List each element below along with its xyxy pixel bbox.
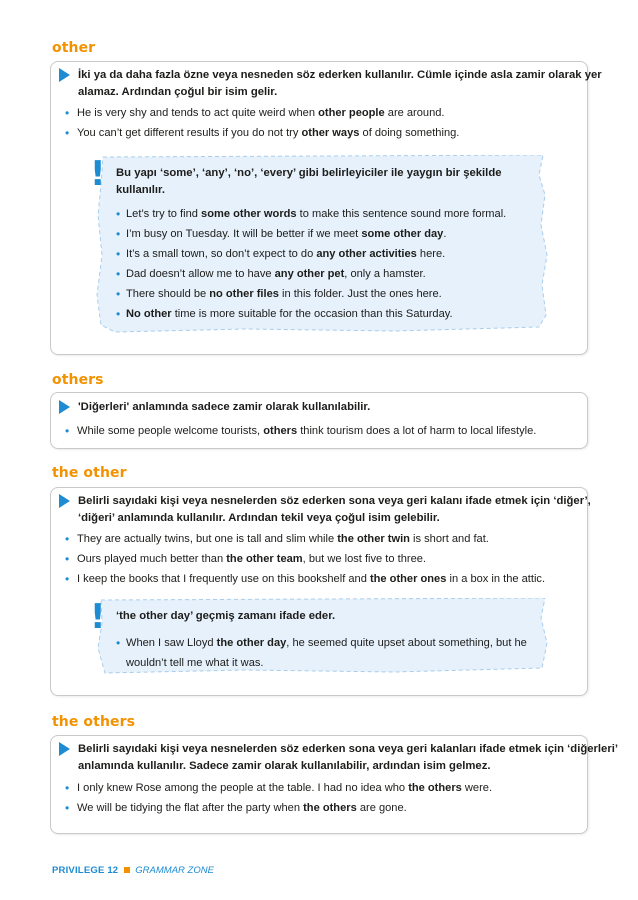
example-list xyxy=(65,421,618,441)
example-text: to make this sentence sound more formal. xyxy=(296,208,507,220)
example-text: in a box in the attic. xyxy=(446,573,546,585)
example-keyword: the other team xyxy=(226,553,303,565)
example-item xyxy=(116,284,536,304)
square-icon xyxy=(124,867,130,873)
bullet-dot-icon: • xyxy=(116,307,121,321)
example-keyword: others xyxy=(263,425,298,437)
example-item xyxy=(65,569,618,589)
example-text: , only a hamster. xyxy=(344,268,426,280)
note-example-list xyxy=(116,204,536,324)
example-item xyxy=(65,549,618,569)
rule-text: Belirli sayıdaki kişi veya nesnelerden söz ederken sona veya geri kalanı ifade etmek için ‘diğer’, ‘diğeri’ anlamında kullanılır. Ardından tekil veya çoğul isim gelebilir. xyxy=(78,495,591,524)
example-keyword: some other words xyxy=(201,208,297,220)
example-item xyxy=(116,633,531,673)
example-text: of doing something. xyxy=(359,127,460,139)
example-keyword: some other day xyxy=(361,228,444,240)
example-text: Ours played much better than xyxy=(77,553,227,565)
example-text: is short and fat. xyxy=(409,533,489,545)
example-item xyxy=(65,123,618,143)
example-text: , he seemed quite upset about something, but he wouldn’t tell me what it was. xyxy=(126,637,527,669)
example-keyword: No other xyxy=(126,308,172,320)
bullet-dot-icon: • xyxy=(65,532,70,546)
example-text: were. xyxy=(461,782,493,794)
example-text: in this folder. Just the ones here. xyxy=(278,288,442,300)
example-text: Let’s try to find xyxy=(126,208,202,220)
example-item xyxy=(65,421,618,441)
example-keyword: other people xyxy=(318,107,385,119)
bullet-dot-icon: • xyxy=(116,267,121,281)
example-keyword: any other activities xyxy=(316,248,417,260)
rule-text: 'Diğerleri' anlamında sadece zamir olarak kullanılabilir. xyxy=(78,401,371,413)
example-item xyxy=(116,204,536,224)
note-example-list xyxy=(116,633,531,673)
bullet-dot-icon: • xyxy=(65,572,70,586)
example-text: He is very shy and tends to act quite weird when xyxy=(77,107,319,119)
section-heading-the-others: the others xyxy=(52,714,136,730)
example-list xyxy=(65,529,618,589)
example-text: They are actually twins, but one is tall and slim while xyxy=(77,533,338,545)
triangle-bullet-icon xyxy=(59,400,70,414)
example-keyword: the others xyxy=(408,782,462,794)
triangle-bullet-icon xyxy=(59,494,70,508)
example-keyword: other ways xyxy=(301,127,360,139)
bullet-dot-icon: • xyxy=(116,636,121,650)
footer-page-label: PRIVILEGE 12 xyxy=(52,865,119,876)
bullet-dot-icon: • xyxy=(116,287,121,301)
example-text: While some people welcome tourists, xyxy=(77,425,264,437)
example-text: , but we lost five to three. xyxy=(302,553,426,565)
example-text: here. xyxy=(416,248,446,260)
bullet-dot-icon: • xyxy=(65,781,70,795)
note-title: Bu yapı ‘some’, ‘any’, ‘no’, ‘every’ gibi belirleyiciler ile yaygın bir şekilde kullanılır. xyxy=(116,167,502,196)
example-text: It’s a small town, so don’t expect to do xyxy=(126,248,317,260)
rule-other xyxy=(59,67,618,100)
rule-the-other xyxy=(59,493,618,526)
bullet-dot-icon: • xyxy=(116,247,121,261)
example-item xyxy=(65,103,618,123)
example-item xyxy=(65,529,618,549)
example-text: time is more suitable for the occasion than this Saturday. xyxy=(171,308,453,320)
example-list xyxy=(65,103,618,143)
bullet-dot-icon: • xyxy=(65,424,70,438)
example-item xyxy=(65,778,618,798)
rule-others xyxy=(59,399,618,416)
example-keyword: no other files xyxy=(209,288,279,300)
bullet-dot-icon: • xyxy=(65,801,70,815)
example-list xyxy=(65,778,618,818)
example-text: are around. xyxy=(384,107,445,119)
section-heading-others: others xyxy=(52,372,104,388)
triangle-bullet-icon xyxy=(59,68,70,82)
example-item xyxy=(116,244,536,264)
example-keyword: the others xyxy=(303,802,357,814)
example-item xyxy=(116,224,536,244)
bullet-dot-icon: • xyxy=(116,227,121,241)
example-keyword: the other day xyxy=(216,637,287,649)
triangle-bullet-icon xyxy=(59,742,70,756)
example-text: I’m busy on Tuesday. It will be better if we meet xyxy=(126,228,362,240)
section-heading-the-other: the other xyxy=(52,465,127,481)
example-text: You can’t get different results if you do not try xyxy=(77,127,302,139)
example-text: . xyxy=(443,228,447,240)
example-text: We will be tidying the flat after the party when xyxy=(77,802,304,814)
example-item xyxy=(65,798,618,818)
exclamation-icon: ! xyxy=(90,597,106,637)
example-keyword: any other pet xyxy=(274,268,345,280)
rule-text: İki ya da daha fazla özne veya nesneden söz ederken kullanılır. Cümle içinde asla zamir olarak yer alamaz. Ardından çoğul bir isim gelir. xyxy=(78,69,602,98)
example-text: There should be xyxy=(126,288,210,300)
example-keyword: the other twin xyxy=(337,533,410,545)
footer-section-label: GRAMMAR ZONE xyxy=(135,865,214,876)
example-text: Dad doesn’t allow me to have xyxy=(126,268,275,280)
rule-the-others xyxy=(59,741,618,774)
section-heading-other: other xyxy=(52,40,96,56)
example-item xyxy=(116,264,536,284)
example-text: think tourism does a lot of harm to local lifestyle. xyxy=(297,425,537,437)
example-keyword: the other ones xyxy=(369,573,447,585)
exclamation-icon: ! xyxy=(90,154,106,194)
example-text: are gone. xyxy=(356,802,407,814)
bullet-dot-icon: • xyxy=(116,207,121,221)
example-item xyxy=(116,304,536,324)
bullet-dot-icon: • xyxy=(65,106,70,120)
bullet-dot-icon: • xyxy=(65,126,70,140)
example-text: I only knew Rose among the people at the table. I had no idea who xyxy=(77,782,409,794)
example-text: I keep the books that I frequently use on this bookshelf and xyxy=(77,573,370,585)
note-title: ‘the other day’ geçmiş zamanı ifade eder. xyxy=(116,610,336,622)
rule-text: Belirli sayıdaki kişi veya nesnelerden söz ederken sona veya geri kalanları ifade etmek için ‘diğerleri’ anlamında kullanılır. Sadece zamir olarak kullanılabilir, ardından isim gelmez. xyxy=(78,743,618,772)
example-text: When I saw Lloyd xyxy=(126,637,217,649)
page-footer xyxy=(52,865,214,876)
bullet-dot-icon: • xyxy=(65,552,70,566)
